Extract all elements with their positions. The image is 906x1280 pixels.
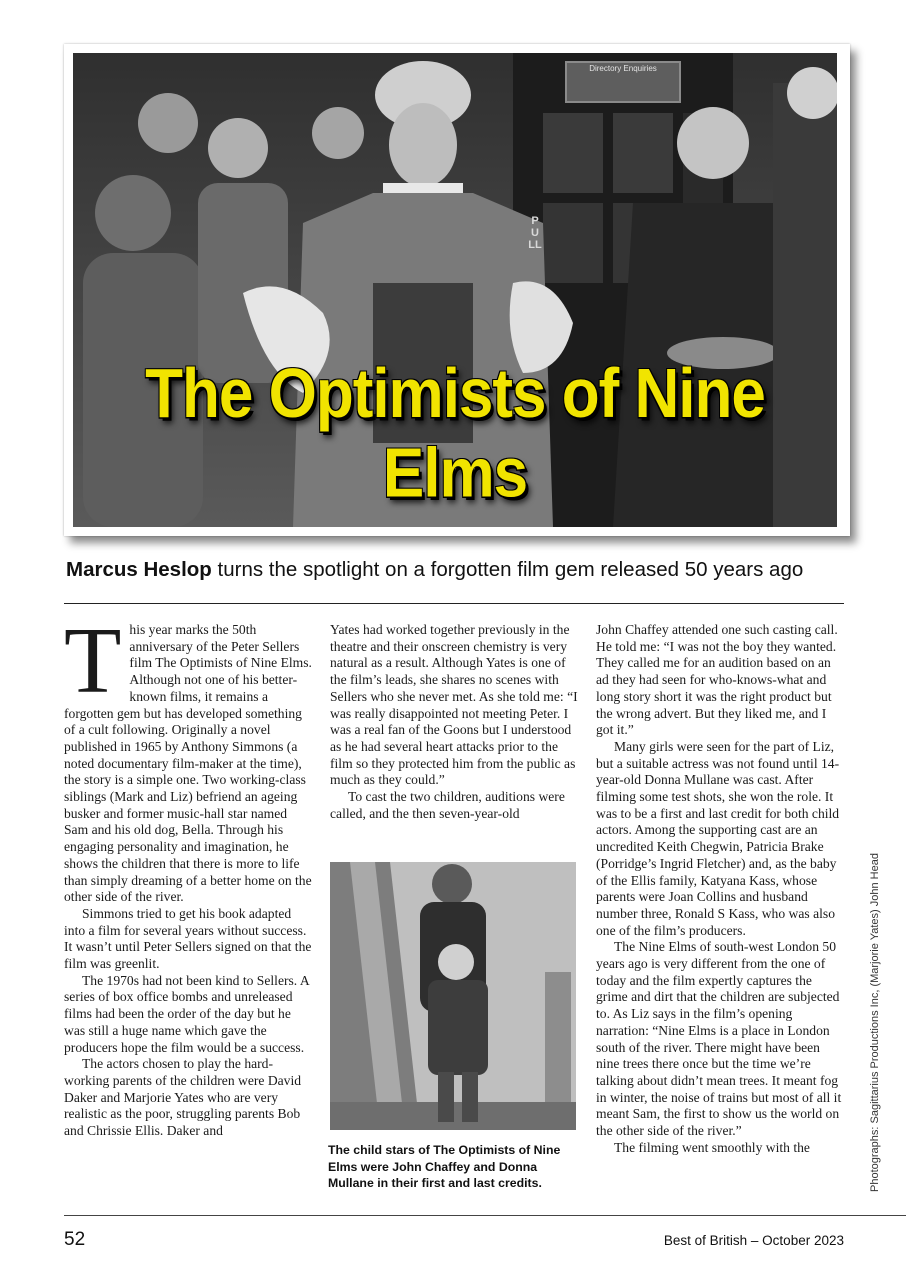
inset-photo-children (330, 862, 576, 1130)
inset-caption: The child stars of The Optimists of Nine Elms were John Chaffey and Donna Mullane in their first and last credits. (328, 1143, 561, 1191)
inset-photo-illustration (330, 862, 576, 1130)
column-1 (64, 609, 314, 1140)
paragraph: Many girls were seen for the part of Liz, but a suitable actress was not found until 14-year-old Donna Mullane was cast. After filming some test shots, she won the role. It was to be a first and last credit for both child actors. Among the supporting cast are an uncredited Keith Chegwin, Patricia Brake (Porridge’s Ingrid Fletcher) and, as the baby of the Ellis family, Katyana Kass, whose parents were Joan Collins and husband number three, Ronald S Kass, who was also one of the film’s producers. (596, 738, 840, 938)
photo-credit: Photographs: Sagittarius Productions Inc, (Marjorie Yates) John Head (869, 853, 881, 1192)
paragraph: The filming went smoothly with the (614, 1139, 810, 1155)
hero-photo (73, 53, 837, 527)
drop-cap: T (64, 609, 122, 713)
byline-text: turns the spotlight on a forgotten film gem released 50 years ago (211, 558, 804, 581)
paragraph: This year marks the 50th anniversary of the Peter Sellers film The Optimists of Nine Elms. Although not one of his better-known films, it remains a forgotten gem but has developed something of a cult following. Originally a novel published in 1965 by Anthony Simmons (a noted documentary film-maker at the time), the story is a simple one. Two working-class siblings (Mark and Liz) befriend an ageing busker and former music-hall star named Sam and his old dog, Bella. Through his engaging personality and imagination, he shows the children that there is more to life than simply dreaming of a better home on the other side of the river. (64, 609, 312, 905)
paragraph: The 1970s had not been kind to Sellers. A series of box office bombs and unreleased films had been the order of the day but he was still a huge name which gave the producers hope the film would be a success. (64, 972, 309, 1055)
paragraph: Yates had worked together previously in the theatre and their onscreen chemistry is very natural as a result. Although Yates is one of the film’s leads, she shares no scenes with Sellers who she never met. As she told me: “I was really disappointed not meeting Peter. I was a real fan of the Goons but I understood as he had several heart attacks prior to the film so they protected him from the public as much as they could.” (330, 622, 578, 788)
standfirst (66, 558, 856, 582)
column-3 (596, 622, 844, 1157)
directory-sign: Directory Enquiries (565, 61, 681, 103)
divider-bottom (64, 1215, 906, 1216)
hero-photo-frame (64, 44, 850, 536)
paragraph: The Nine Elms of south-west London 50 years ago is very different from the one of today and the film expertly captures the grime and dirt that the children are subjected to. As Liz says in the film’s opening narration: “Nine Elms is a place in London south of the river. There might have been nine trees there once but the time we’re talking about didn’t mean trees. It meant fog in winter, the noise of trains but most of all it meant Sam, the first to show us the world on the other side of the river.” (596, 939, 842, 1139)
byline-author: Marcus Heslop (66, 558, 212, 581)
paragraph: Simmons tried to get his book adapted into a film for several years without success. It wasn’t until Peter Sellers signed on that the film was greenlit. (64, 905, 312, 972)
article-title: The Optimists of Nine Elms (145, 355, 765, 513)
paragraph: The actors chosen to play the hard-working parents of the children were David Daker and Marjorie Yates who are very realistic as the poor, struggling parents Bob and Chrissie Ellis. Daker and (64, 1056, 302, 1139)
paragraph: To cast the two children, auditions were called, and the then seven-year-old (330, 789, 565, 821)
column-2 (330, 622, 578, 822)
pull-sign: PULL (528, 215, 542, 251)
page-number: 52 (64, 1229, 86, 1250)
magazine-issue: Best of British – October 2023 (663, 1233, 844, 1248)
divider-top (64, 603, 844, 604)
paragraph: John Chaffey attended one such casting call. He told me: “I was not the boy they wanted. They called me for an audition based on an ad they had seen for who-knows-what and long story short it was the right product but the wrong advert. But they liked me, and I got it.” (596, 622, 838, 738)
